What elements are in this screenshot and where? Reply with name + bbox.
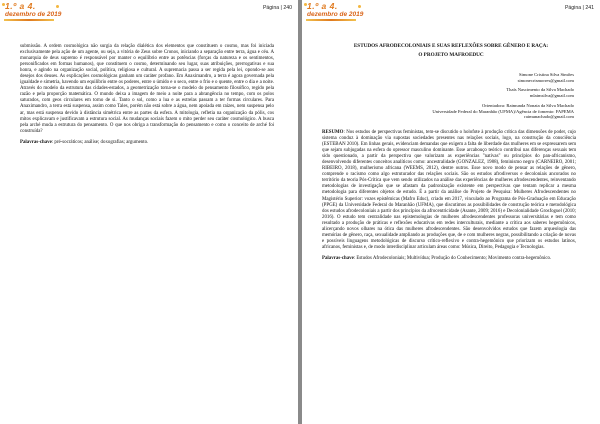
author-name: Thaís Nascimento da Silva Machado	[506, 87, 574, 93]
author-email: mlaimsilva@gmail.com	[529, 93, 574, 99]
page-body	[20, 44, 274, 146]
page-header	[0, 0, 298, 22]
abstract	[322, 130, 576, 251]
event-logo	[2, 1, 68, 21]
author-block	[432, 72, 574, 120]
right-page	[302, 0, 600, 424]
keywords-text: : pré-socráticos; análise; doxografias; argumento.	[51, 139, 149, 145]
event-logo	[304, 1, 370, 21]
abstract-text: : Nos estudos de perspectivas feministas, tem-se discutido o holofote à produção crítica das dimensões de poder, cujo sistema conduz à dominação via supostas sociedades presentes nas relações sociais, logo, na construção da consciência (ESTEBAN 2010). Em linhas gerais, evidenciam demandas que exigem a falta de liberdade das mulheres em se expressarem sem que sejam subjugadas na esfera do opressor masculino dominante. Esse arcabouço teórico contribui nas diferenças sexuais tem sido questionado, a partir da perspectiva que valorizam as experiências "nativas" ou princípios do pan-africanismo, desenvolvendo diferentes conceitos analíticos como: ancestralidade (GONZALEZ, 1988), feminismo negro (CARNEIRO, 2001; RIBEIRO, 2018), mulherismo africana (WEEMS, 2012), dentre outros. Esse novo modo de pensar as relações de gênero, comprende o racismo como algo estruturador das relações sociais. São os estudos afrodiversos e decoloniais ancorados no território da teoria Pós-Crítica que vem sendo utilizados na análise das experiências de mulheres afrodescendentes, reinventando metodologias de investigação que se afastam da padronização existente em perspectivas que tentam replicar a mesma metodologia para diferentes objetos de estudo. É a partir da análise do Projeto de Pesquisa: Mulheres Afrodescendentes no Magistério Superior: vozes epistêmicas (Mafro Educ), criado em 2017, vinculado ao Programa de Pós-Graduação em Educação (PPGE) da Universidade Federal do Maranhão (UFMA), que discutimos as possibilidades de construção teórica e metodológica dos estudos afrodecoloniais a partir dos princípios da afrocentricidade (Asante, 2009; 2016) e Decolonialidade Grosfoguel (2010; 2016). O estudo tem centralidade nas epistemologias de mulheres afrodescendentes professoras universitárias e tem como resultado a produção de práticas e reflexões educativas em redes interculturais, mediante a crítica aos saberes hegemônicos, alicerçando novos olhares na ótica das mulheres afrodescendentes. São desenvolvidos estudos que fazem arqueologia das memórias de gênero, raça, sexualidade ampliando as produções que, de e com mulheres negras, possibilitando a criação de novas e possíveis linguagens metodológicas de discurso crítico-reflexivo e contra-hegemônico que priorizam os estudos latinos, africanos, feministas e, de modo interdisciplinar articulam áreas como: Música, Direito, Pedagogia e Tecnologias.	[322, 130, 576, 250]
abstract-label: RESUMO	[322, 130, 344, 135]
article-title	[330, 42, 572, 60]
page-number: Página | 241	[564, 5, 594, 11]
logo-month-line: dezembro de 2019	[307, 11, 364, 18]
body-paragraph: submissão. A ordem cosmológica não surgia da relação dialética dos elementos que constituem o cosmo, mas foi iniciada exclusivamente pela ação de um agente, ou seja, a vitória de Zeus sobre Cronos, iniciando a separação entre terra, água e céu. A monarquia de deus supremo é responsável por manter o equilíbrio entre as potências (forças da natureza e os sentimentos, personificados em formas humanos), que constituem o cosmo, determinando seu lugar, suas atribuições, prerrogativas e sua honra, e agindo na organização social, política, religiosa e cultural. A supremacia passa a ser regida pela lei, opondo-se aos desejos dos deuses. As explicações cosmológicas ganham um caráter profano. Em Anaximandro, a terra é agora governada pela igualdade e simetria, havendo um equilíbrio entre os poderes, entre o úmido e o seco, entre o frio e o quente, entre o dia e a noite. Através do modelo da estrutura das cidades-estados, a geometrização torna-se o modelo do pensamento filosófico, regido pela razão e pela proporção matemática. O mundo deixa a imagem de meio a noite para a abrangência no tempo, com os polos saturados, com geos circulares em torno de si. Tanto o sol, como a lua e as estrelas passam a ter formas circulares. Para Anaximandro, a terra está suspensa, assim como Tales, porém não está sobre a água, nem apoiada em raízes, nem suspensa pelo ar, mas está suspensa devido à distância simétrica entre as partes da esfera. A mitologia, refletia na organização da pólis, cos mitos explicavam e justificavam a estrutura social. As mudanças sociais fazem o mito perder seu caráter cosmológico. A busca pela arché muda a estrutura do pensamento. O que nos obriga a transformação do pensamento e como o conceito de arché foi construída?	[20, 44, 274, 134]
advisor-line: Orientadora: Raimunda Nonata da Silva Machado	[482, 102, 574, 108]
logo-date-line: 1.º a 4.	[5, 1, 36, 11]
institution-line: Universidade Federal do Maranhão (UFMA)/Agência de fomento: FAPEMA	[432, 108, 574, 114]
advisor-email: raimunachado@gmail.com	[524, 114, 574, 120]
logo-date-line: 1.º a 4.	[307, 1, 338, 11]
left-page	[0, 0, 298, 424]
page-body	[322, 130, 576, 262]
page-number: Página | 240	[262, 5, 292, 11]
title-line-2: O PROJETO MAFROEDUC	[418, 52, 484, 58]
keywords-text: : Estudos Afrodecoloniais; Multivídua; Produção do Conhecimento; Movimento contra-hegemônico.	[353, 255, 552, 261]
page-header	[302, 0, 600, 22]
keywords	[20, 140, 274, 146]
title-line-1: ESTUDOS AFRODECOLONIAIS E SUAS REFLEXÕES SOBRE GÊNERO E RAÇA:	[353, 43, 549, 49]
logo-month-line: dezembro de 2019	[5, 11, 62, 18]
keywords	[322, 256, 576, 262]
keywords-label: Palavras-chave	[20, 139, 52, 145]
author-name: Simone Cristina Silva Simões	[519, 72, 574, 77]
keywords-label: Palavras-chave	[322, 255, 354, 261]
author-email: simonecrismorres@gmail.com	[517, 77, 574, 83]
